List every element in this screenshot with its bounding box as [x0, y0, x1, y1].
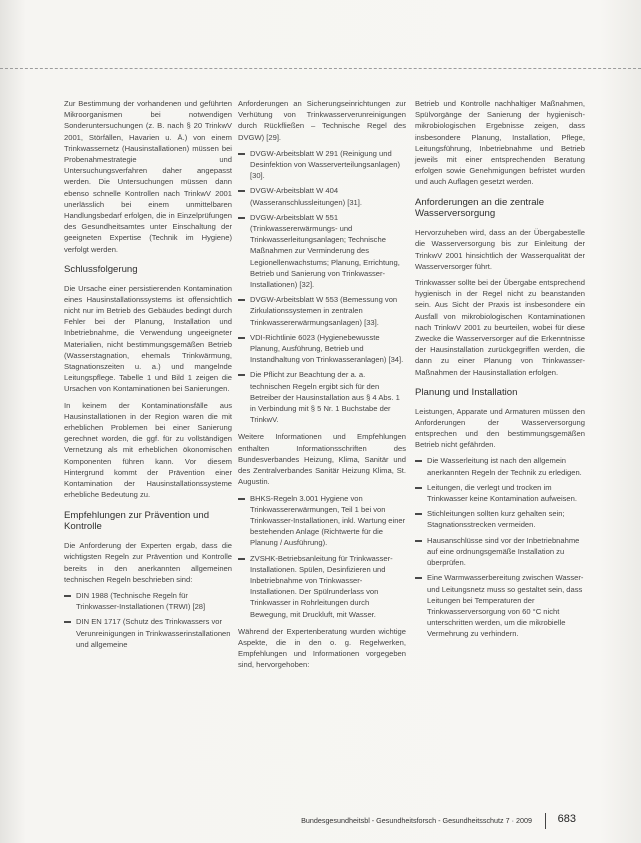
dash-list — [238, 148, 406, 426]
list-item: DVGW-Arbeitsblatt W 404 (Wasseranschlussleitungen) [31]. — [238, 185, 406, 207]
list-item: Die Pflicht zur Beachtung der a. a. technischen Regeln ergibt sich für den Betreiber der Hausinstallation aus § 4 Abs. 1 in Verbindung mit § 5 Nr. 1 Buchstabe der TrinkwV. — [238, 369, 406, 425]
body-paragraph: Leistungen, Apparate und Armaturen müssen den Anforderungen der Wasserversorgung entsprechen und den bestimmungsgemäßen Betrieb nicht gefährden. — [415, 406, 585, 450]
footer-separator — [545, 813, 546, 829]
header-rule — [0, 68, 641, 69]
section-heading: Schlussfolgerung — [64, 263, 138, 275]
dash-list — [415, 455, 585, 639]
list-item: Die Wasserleitung ist nach den allgemein anerkannten Regeln der Technik zu erledigen. — [415, 455, 585, 477]
text-column-3 — [415, 98, 585, 646]
body-paragraph: Anforderungen an Sicherungseinrichtungen zur Verhütung von Trinkwasserverunreinigungen durch Rückfließen – Technische Regel des DVGW) [29]. — [238, 99, 406, 142]
dash-list — [64, 590, 232, 650]
text-column-2 — [238, 98, 406, 676]
body-paragraph: Betrieb und Kontrolle nachhaltiger Maßnahmen, Spülvorgänge der Sanierung der hygienisch-mikrobiologischen Ergebnisse zeigen, dass insbesondere Planung, Installation, Pflege, Leitungsführung, Inbetriebnahme und Betrieb jeweils mit einer entsprechenden Beratung erfolgen sowie Genehmigungen befristet wurden und auch Auflagen gesetzt werden. — [415, 99, 585, 187]
text-column-1 — [64, 98, 232, 656]
body-paragraph: In keinem der Kontaminationsfälle aus Hausinstallationen in der Region waren die mit erheblichen Problemen bei einer Sanierung gerechnet worden, die ggf. für zu vollständigen Vernetzung als mit erheblichen ökonomischen Komponenten führen kann. Vor diesem Hintergrund kommt der Prävention einer Kontamination der Hausinstallationssysteme erhebliche Bedeutung zu. — [64, 400, 232, 500]
list-item: VDI-Richtlinie 6023 (Hygienebewusste Planung, Ausführung, Betrieb und Instandhaltung von Trinkwasseranlagen) [34]. — [238, 332, 406, 366]
body-paragraph: Zur Bestimmung der vorhandenen und geführten Mikroorganismen bei notwendigen Sonderuntersuchungen (z. B. nach § 20 TrinkwV 2001, Störfällen, Havarien u. Ä.) von einem Trinkwassernetz (Hausinstallationen) müssen bei Probenahmestrategie und Untersuchungsverfahren daher angepasst werden. Die Untersuchungen müssen dann ebenso schnelle Kontrollen nach TrinkwV 2001 unerlässlich bei einem unmittelbaren Handlungsbedarf erfolgen, die in Einzelprüfungen des Gesundheitsamtes unter Einschaltung der geeigneten Expertise (Technik im Hygiene) verfolgt werden. — [64, 99, 232, 254]
body-paragraph: Während der Expertenberatung wurden wichtige Aspekte, die in den o. g. Regelwerken, Empfehlungen und Informationen vorgegeben sind, hervorgehoben: — [238, 626, 406, 670]
body-paragraph: Weitere Informationen und Empfehlungen enthalten Informationsschriften des Bundesverbandes Heizung, Klima, Sanitär und des Zentralverbandes Sanitär Heizung Klima, St. Augustin. — [238, 432, 406, 487]
body-paragraph: Trinkwasser sollte bei der Übergabe entsprechend hygienisch in der Regel nicht zu beanstanden sein. Aus Sicht der Praxis ist insbesondere ein Ausfall von mikrobiologischen Kontaminationen nach TrinkwV 2001 zu beurteilen, wobei für diese Zwecke die Wasserversorger auf die Erkenntnisse der Hausinstallation zurückgegriffen werden, die dann zu einer Planung von Trinkwasser-Maßnahmen der Hausinstallation erfolgen. — [415, 278, 585, 377]
list-item: DVGW-Arbeitsblatt W 551 (Trinkwassererwärmungs- und Trinkwasserleitungsanlagen; Technische Maßnahmen zur Verminderung des Legionellenwachstums; Planung, Errichtung, Betrieb und Sanierung von Trinkwasser-Installationen) [32]. — [238, 212, 406, 290]
list-item: Eine Warmwasserbereitung zwischen Wasser- und Leitungsnetz muss so gestaltet sein, dass Leitungen bei Temperaturen der Trinkwasserversorgung von 60 °C nicht unterschritten werden, um die mikrobielle Vermehrung zu verhindern. — [415, 572, 585, 639]
dash-list — [238, 493, 406, 620]
journal-citation: Bundesgesundheitsbl - Gesundheitsforsch - Gesundheitsschutz 7 · 2009 — [301, 816, 532, 825]
list-item: DIN EN 1717 (Schutz des Trinkwassers vor Verunreinigungen in Trinkwasserinstallationen und allgemeine — [64, 616, 232, 650]
list-item: ZVSHK-Betriebsanleitung für Trinkwasser-Installationen. Spülen, Desinfizieren und Inbetriebnahme von Trinkwasser-Installationen. Der Spülrunderlass von Trinkwasser in Rohrleitungen durch Bewegung, mit Druckluft, mit Wasser. — [238, 553, 406, 620]
section-heading: Planung und Installation — [415, 386, 518, 398]
section-heading: Anforderungen an die zentrale Wasserversorgung — [415, 196, 545, 220]
body-paragraph: Hervorzuheben wird, dass an der Übergabestelle die Wasserversorgung bis zur Einleitung der TrinkwV 2001 hinsichtlich der Wasserqualität der Wasserversorger führt. — [415, 228, 585, 271]
page-footer — [300, 814, 590, 830]
list-item: Leitungen, die verlegt und trocken im Trinkwasser keine Kontamination aufweisen. — [415, 482, 585, 504]
body-paragraph: Die Anforderung der Experten ergab, dass die wichtigsten Regeln zur Prävention und Kontrolle bereits in den anerkannten allgemeinen technischen Regeln beschrieben sind: — [64, 541, 232, 584]
section-heading: Empfehlungen zur Prävention und Kontrolle — [64, 509, 210, 533]
list-item: DVGW-Arbeitsblatt W 291 (Reinigung und Desinfektion von Wasserverteilungsanlagen) [30]. — [238, 148, 406, 182]
list-item: BHKS-Regeln 3.001 Hygiene von Trinkwassererwärmungen, Teil 1 bei von Trinkwasser-Installationen, inkl. Wartung einer bestehenden Anlage (Richtwerte für die Planung / Ausführung). — [238, 493, 406, 549]
page-number: 683 — [557, 813, 576, 825]
list-item: Hausanschlüsse sind vor der Inbetriebnahme auf eine ordnungsgemäße Installation zu überprüfen. — [415, 535, 585, 569]
list-item: DVGW-Arbeitsblatt W 553 (Bemessung von Zirkulationssystemen in zentralen Trinkwassererwärmungsanlagen) [33]. — [238, 294, 406, 328]
list-item: DIN 1988 (Technische Regeln für Trinkwasser-Installationen (TRWI) [28] — [64, 590, 232, 612]
list-item: Stichleitungen sollten kurz gehalten sein; Stagnationsstrecken vermeiden. — [415, 508, 585, 530]
body-paragraph: Die Ursache einer persistierenden Kontamination eines Hausinstallationssystems ist offensichtlich nicht nur im Betrieb des Gebäudes bedingt durch Fehler bei der Planung, Installation und Inbetriebnahme, die Verwendung ungeeigneter Materialien, nicht bestimmungsgemäßen Betrieb (Wasserstagnation, ehemals Trinkwärmung, Stagnationszeiten u. a.) und mangelnde Leitungspflege. Tabelle 1 und Bild 1 zeigen die Ursachen von Kontaminationen bei Sanierungen. — [64, 283, 232, 394]
